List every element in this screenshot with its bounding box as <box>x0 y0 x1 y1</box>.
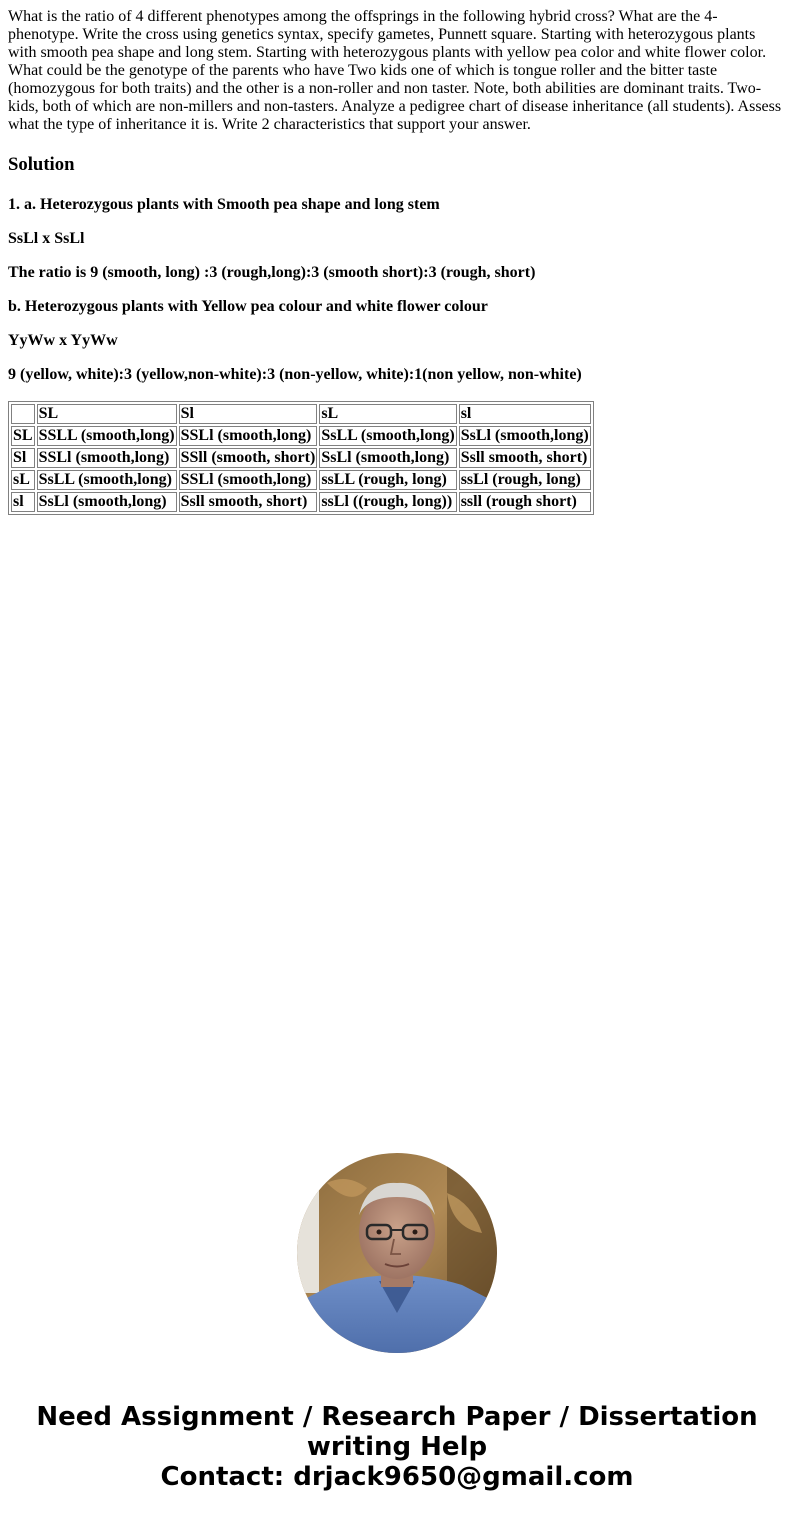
table-row <box>11 492 591 512</box>
avatar-portrait-image <box>297 1153 497 1353</box>
table-row <box>11 470 591 490</box>
table-cell: SsLL (smooth,long) <box>321 427 455 444</box>
question-text: What is the ratio of 4 different phenotypes among the offsprings in the following hybrid cross? What are the 4-phenotype. Write the cross using genetics syntax, specify gametes, Punnett square. Starting with heterozygous plants with smooth pea shape and long stem. Starting with heterozygous plants with yellow pea color and white flower color. What could be the genotype of the parents who have Two kids one of which is tongue roller and the bitter taste (homozygous for both traits) and the other is a non-roller and non taster. Note, both abilities are dominant traits. Two-kids, both of which are non-millers and non-tasters. Analyze a pedigree chart of disease inheritance (all students). Assess what the type of inheritance it is. Write 2 characteristics that support your answer. <box>8 8 782 133</box>
table-cell: SsLl (smooth,long) <box>37 492 177 512</box>
table-header-row <box>11 404 591 424</box>
table-cell: ssll (rough short) <box>459 492 591 512</box>
footer-line-2: writing Help <box>306 1432 488 1462</box>
footer-promo <box>0 1402 794 1492</box>
table-cell: ssLL (rough, long) <box>319 470 456 490</box>
table-row <box>11 448 591 468</box>
table-cell <box>11 404 35 424</box>
table-cell: SSLl (smooth,long) <box>37 448 177 468</box>
part-b-ratio: 9 (yellow, white):3 (yellow,non-white):3 (non-yellow, white):1(non yellow, non-white) <box>8 366 582 383</box>
solution-heading: Solution <box>8 154 75 175</box>
table-cell: sl <box>459 404 591 424</box>
table-cell: Sl <box>11 448 35 468</box>
table-cell: SSll (smooth, short) <box>180 449 316 466</box>
footer-line-1: Need Assignment / Research Paper / Dissertation <box>36 1402 758 1432</box>
document-body <box>8 8 786 515</box>
table-cell: SsLl (smooth,long) <box>460 427 589 444</box>
table-cell: sL <box>319 404 456 424</box>
table-cell: sL <box>11 470 35 490</box>
part-b-cross: YyWw x YyWw <box>8 332 118 349</box>
table-cell: ssLl (rough, long) <box>459 470 591 490</box>
table-cell: SSLL (smooth,long) <box>38 427 175 444</box>
table-row <box>11 426 591 446</box>
part-a-cross: SsLl x SsLl <box>8 230 85 247</box>
table-cell: SSLl (smooth,long) <box>179 470 318 490</box>
table-cell: Ssll smooth, short) <box>179 492 318 512</box>
table-cell: SSLl (smooth,long) <box>179 426 318 446</box>
footer-contact: Contact: drjack9650@gmail.com <box>160 1462 634 1492</box>
table-cell: Ssll smooth, short) <box>459 448 591 468</box>
table-cell: sl <box>11 492 35 512</box>
table-cell: SL <box>13 427 33 444</box>
part-b-heading: b. Heterozygous plants with Yellow pea colour and white flower colour <box>8 298 488 315</box>
table-cell: SsLL (smooth,long) <box>37 470 177 490</box>
avatar <box>297 1153 497 1353</box>
part-a-heading: 1. a. Heterozygous plants with Smooth pea shape and long stem <box>8 196 440 213</box>
part-a-ratio: The ratio is 9 (smooth, long) :3 (rough,long):3 (smooth short):3 (rough, short) <box>8 264 536 281</box>
table-cell: Sl <box>179 404 318 424</box>
table-cell: SsLl (smooth,long) <box>319 448 456 468</box>
table-cell: ssLl ((rough, long)) <box>319 492 456 512</box>
punnett-square-table <box>8 401 594 515</box>
table-cell: SL <box>37 404 177 424</box>
